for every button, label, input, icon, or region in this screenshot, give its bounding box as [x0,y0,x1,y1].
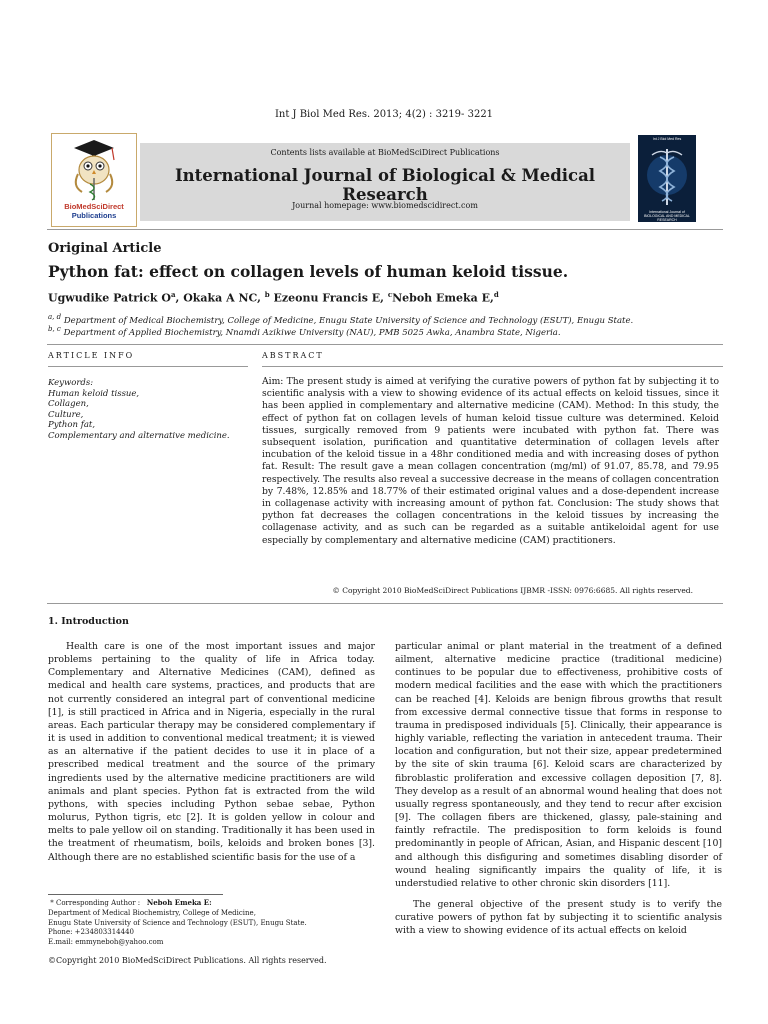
contents-line: Contents lists available at BioMedSciDirect Publications [270,148,500,157]
cover-bottom-text: International Journal of BIOLOGICAL AND MEDICAL RESEARCH [644,210,690,222]
affiliation-text: Department of Medical Biochemistry, College of Medicine, Enugu State University of Science and Technology (ESUT), Enugu State. [63,315,634,326]
author-affiliation-marker: c [387,290,393,299]
keyword-item: Human keloid tissue, [48,388,140,399]
footnote-copyright: ©Copyright 2010 BioMedSciDirect Publications. All rights reserved. [48,956,327,965]
biomedscidirect-logo [51,133,137,227]
introduction-heading: 1. Introduction [48,616,129,627]
body-column-left [48,640,375,864]
author-affiliation-marker: b [264,290,270,299]
author-affiliation-marker: d [493,290,499,299]
corresponding-label: * Corresponding Author : [50,899,141,907]
affiliation-marker: b, c [48,325,61,333]
affiliation-marker: a, d [48,313,62,321]
abstract-copyright: © Copyright 2010 BioMedSciDirect Publications IJBMR -ISSN: 0976:6685. All rights reserved. [332,586,693,595]
footnote-line: E.mail: emmyneboh@yahoo.com [48,938,164,947]
article-info-rule [48,366,248,367]
abstract-label: ABSTRACT [262,351,324,360]
body-paragraph: The general objective of the present study is to verify the curative powers of python fat by subjecting it to scientific analysis with a view to showing evidence of its actual effects on keloid [395,898,722,937]
body-paragraph: Health care is one of the most important issues and major problems pertaining to the quality of life in Africa today. Complementary and Alternative Medicines (CAM), defined as medical and health care systems, practices, and products that are not currently considered an integral part of conventional medicine [1], is still practiced in Africa and in Nigeria, especially in the rural areas. Each particular therapy may be considered complementary if it is used in addition to conventional medical treatment; it is viewed as an alternative if the patient decides to use it in place of a prescribed medical treatment and the source of the primary ingredients used by the alternative medicine practitioners are wild animals and plant species. Python fat is extracted from the wild pythons, with species including Python sebae sebae, Python molurus, Python tigris, etc [2]. It is golden yellow in colour and melts to pale yellow oil on standing. Traditionally it has been used in the treatment of rheumatism, boils, keloids and broken bones [3]. Although there are no established scientific basis for the use of a [48,641,375,863]
corresponding-name: Neboh Emeka E: [146,898,212,907]
affiliation-2 [48,325,561,338]
author-list: Ugwudike Patrick $O^a$, Okaka A NC, $^b$ Ezeonu Francis E, $^c$Neboh Emeka E,$^d$ [48,290,499,305]
body-paragraph: particular animal or plant material in the treatment of a defined ailment, alternative medicine practice (traditional medicine) continues to be popular due to effectiveness, prohibitive costs of modern medical facilities and the ease with which the practitioners can be reached [4]. Keloids are benign fibrous growths that result from excessive dermal connective tissue that forms in response to trauma in predisposed individuals [5]. Clinically, their appearance is highly variable, reflecting the variation in antecedent trauma. Their location and configuration, but not their size, appear predetermined by the site of skin trauma [6]. Keloid scars are characterized by fibroblastic proliferation and excessive collagen deposition [7, 8]. They develop as a result of an abnormal wound healing that does not usually regress spontaneously, and they tend to recur after excision [9]. The collagen fibers are thickened, glassy, pale-staining and faintly refractile. The predisposition to form keloids is found predominantly in people of African, Asian, and Hispanic descent [10] and although this disfiguring and sometimes disabling disorder of wound healing significantly impairs the quality of life, it is understudied relative to other chronic skin disorders [11]. [395,641,722,889]
abstract-text: Aim: The present study is aimed at verifying the curative powers of python fat by subjecting it to scientific analysis with a view to showing evidence of its actual effects on keloid tissues, since it has been applied in complementary and alternative medicine (CAM). Method: In this study, the effect of python fat on collagen levels of human keloid tissue culture was determined. Keloid tissues, surgically removed from 9 patients were incubated with python fat. There was subsequent isolation, purification and quantitative determination of collagen levels after incubation of the keloid tissue in a 48hr conditioned media and with increasing doses of python fat. Result: The result gave a mean collagen concentration (mg/ml) of 91.07, 85.78, and 79.95 respectively. The results also reveal a successive decrease in the means of collagen concentration by 7.48%, 12.85% and 18.77% of their estimated original values and a dose-dependent increase in collagenase activity with increasing amount of python fat. Conclusion: The study shows that python fat decreases the collagen concentrations in the keloid tissues by increasing the collagenase activity, and as such can be regarded as a suitable antikeloidal agent for use especially by complementary and alternative medicine (CAM) practitioners. [262,376,719,546]
keyword-item: Python fat, [48,420,96,430]
footnote-line: Enugu State University of Science and Technology (ESUT), Enugu State. [48,918,307,927]
keyword-item: Collagen, [48,399,89,409]
footnote-line: Department of Medical Biochemistry, College of Medicine, [48,908,256,917]
article-type: Original Article [48,241,162,256]
owl-emblem-icon [52,134,136,202]
keyword-item: Culture, [48,409,84,420]
body-column-right [395,640,722,937]
keywords-label: Keywords: [48,378,94,388]
logo-left-line2: Publications [71,211,117,220]
corresponding-author-footnote [48,898,375,948]
article-info-label: ARTICLE INFO [48,351,135,360]
citation-line: Int J Biol Med Res. 2013; 4(2) : 3219- 3221 [274,109,494,120]
author-name: Okaka A NC, [183,291,261,305]
affiliation-text: Department of Applied Biochemistry, Nnamdi Azikiwe University (NAU), PMB 5025 Awka, Anambra State, Nigeria. [63,327,561,338]
keywords-block [48,378,248,441]
caduceus-icon [638,135,696,222]
journal-homepage: Journal homepage: www.biomedscidirect.com [292,201,478,210]
keyword-item: Complementary and alternative medicine. [48,430,230,441]
author-name: Ezeonu Francis E, [273,291,384,305]
footnote-rule [48,894,223,895]
journal-cover-image [638,135,696,222]
article-title: Python fat: effect on collagen levels of human keloid tissue. [48,262,569,281]
author-affiliation-marker: a [170,290,176,299]
footnote-line: Phone: +234803314440 [48,928,134,937]
abstract-bottom-rule [47,603,723,604]
journal-title: International Journal of Biological & Medical Research [174,166,596,204]
section-top-rule [47,344,723,345]
affiliation-1 [48,313,633,326]
cover-top-text: Int J Biol Med Res [652,137,682,141]
author-name: Ugwudike Patrick O [48,291,171,305]
logo-left-line1: BioMedSciDirect [64,202,124,211]
author-name: Neboh Emeka E, [392,291,494,305]
header-divider [47,229,723,230]
abstract-rule [262,366,723,367]
